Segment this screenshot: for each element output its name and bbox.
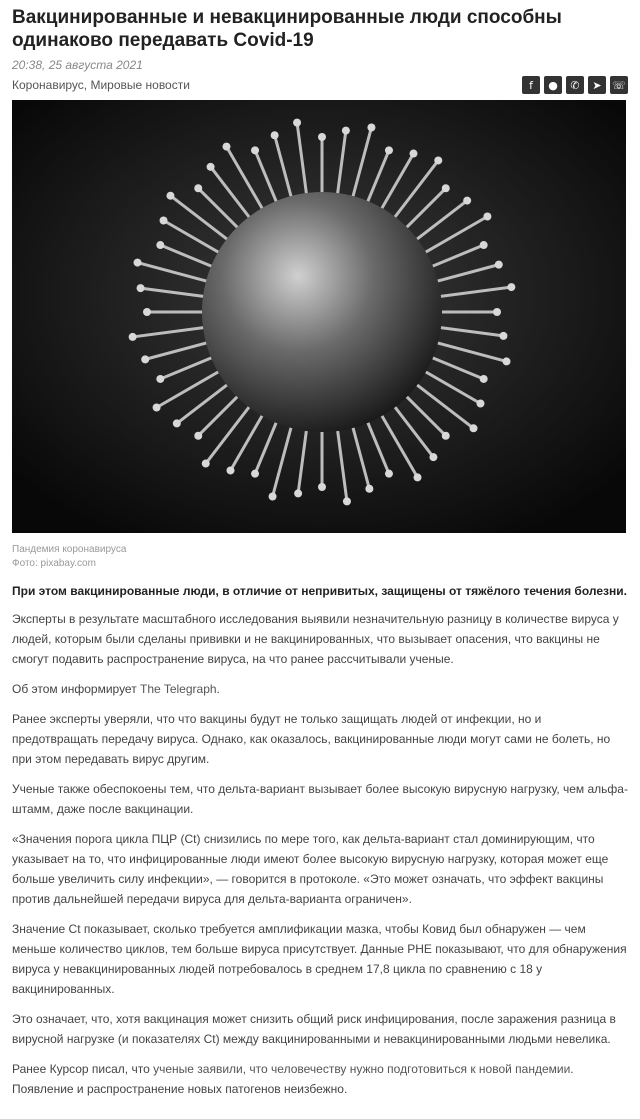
article-title: Вакцинированные и невакцинированные люди способны одинаково передавать Covid-19 — [12, 7, 562, 51]
paragraph: «Значения порога цикла ПЦР (Ct) снизились по мере того, как дельта-вариант стал доминирующим, что указывает на то, что инфицированные люди имеют более высокую вирусную нагрузку, которая может еще больше увеличить силу инфекции», — говорится в протоколе. «Это может означать, что эффект вакцины против дальнейшей передачи вируса для дельта-варианта ограничен». — [12, 832, 609, 906]
paragraph-text: Ранее Курсор писал, что — [12, 1062, 154, 1076]
share-buttons — [522, 76, 628, 94]
article-tags[interactable]: Коронавирус, Мировые новости — [12, 78, 190, 92]
paragraph-text: . Появление и распространение новых патогенов неизбежно. — [12, 1062, 574, 1096]
whatsapp-icon[interactable]: ✆ — [566, 76, 584, 94]
telegram-icon[interactable]: ➤ — [588, 76, 606, 94]
paragraph: Ранее эксперты уверяли, что что вакцины будут не только защищать людей от инфекции, но и предотвращать передачу вируса. Однако, как оказалось, вакцинированные люди могут сами не болеть, но при этом передавать вирус другим. — [12, 712, 611, 766]
paragraph — [12, 1059, 628, 1099]
viber-icon[interactable]: ☏ — [610, 76, 628, 94]
messenger-icon[interactable]: ● — [544, 76, 562, 94]
meta-row — [12, 76, 628, 94]
coronavirus-photo — [12, 100, 626, 533]
related-article-link[interactable]: ученые заявили, что человечеству нужно подготовиться к новой пандемии — [153, 1062, 571, 1076]
source-link[interactable]: The Telegraph — [140, 682, 217, 696]
paragraph — [12, 679, 628, 699]
paragraph: Ученые также обеспокоены тем, что дельта-вариант вызывает более высокую вирусную нагрузку, чем альфа-штамм, даже после вакцинации. — [12, 782, 628, 816]
facebook-icon[interactable]: f — [522, 76, 540, 94]
paragraph: Это означает, что, хотя вакцинация может снизить общий риск инфицирования, после заражения разница в вирусной нагрузке (и показателях Ct) между вакцинированными и невакцинированными людьми невелика. — [12, 1012, 616, 1046]
paragraph-text: . — [216, 682, 220, 696]
publish-date: 20:38, 25 августа 2021 — [12, 58, 143, 72]
image-credit: Фото: pixabay.com — [12, 558, 96, 569]
paragraph: Значение Ct показывает, сколько требуется амплификации мазка, чтобы Ковид был обнаружен — чем меньше количество циклов, тем больше вируса присутствует. Данные PHE показывают, что для обнаружения вируса у невакцинированных людей потребовалось в среднем 17,8 цикла по сравнению с 18 у вакцинированных. — [12, 922, 627, 996]
image-caption: Пандемия коронавируса — [12, 544, 127, 555]
paragraph: Эксперты в результате масштабного исследования выявили незначительную разницу в количестве вируса у людей, которым были сделаны прививки и не вакцинированных, что вызывает опасения, что вакцины не смогут подавить распространение вируса, на что ранее рассчитывали ученые. — [12, 612, 619, 666]
article-lead: При этом вакцинированные люди, в отличие от непривитых, защищены от тяжёлого течения болезни. — [12, 584, 627, 598]
paragraph-text: Об этом информирует — [12, 682, 141, 696]
